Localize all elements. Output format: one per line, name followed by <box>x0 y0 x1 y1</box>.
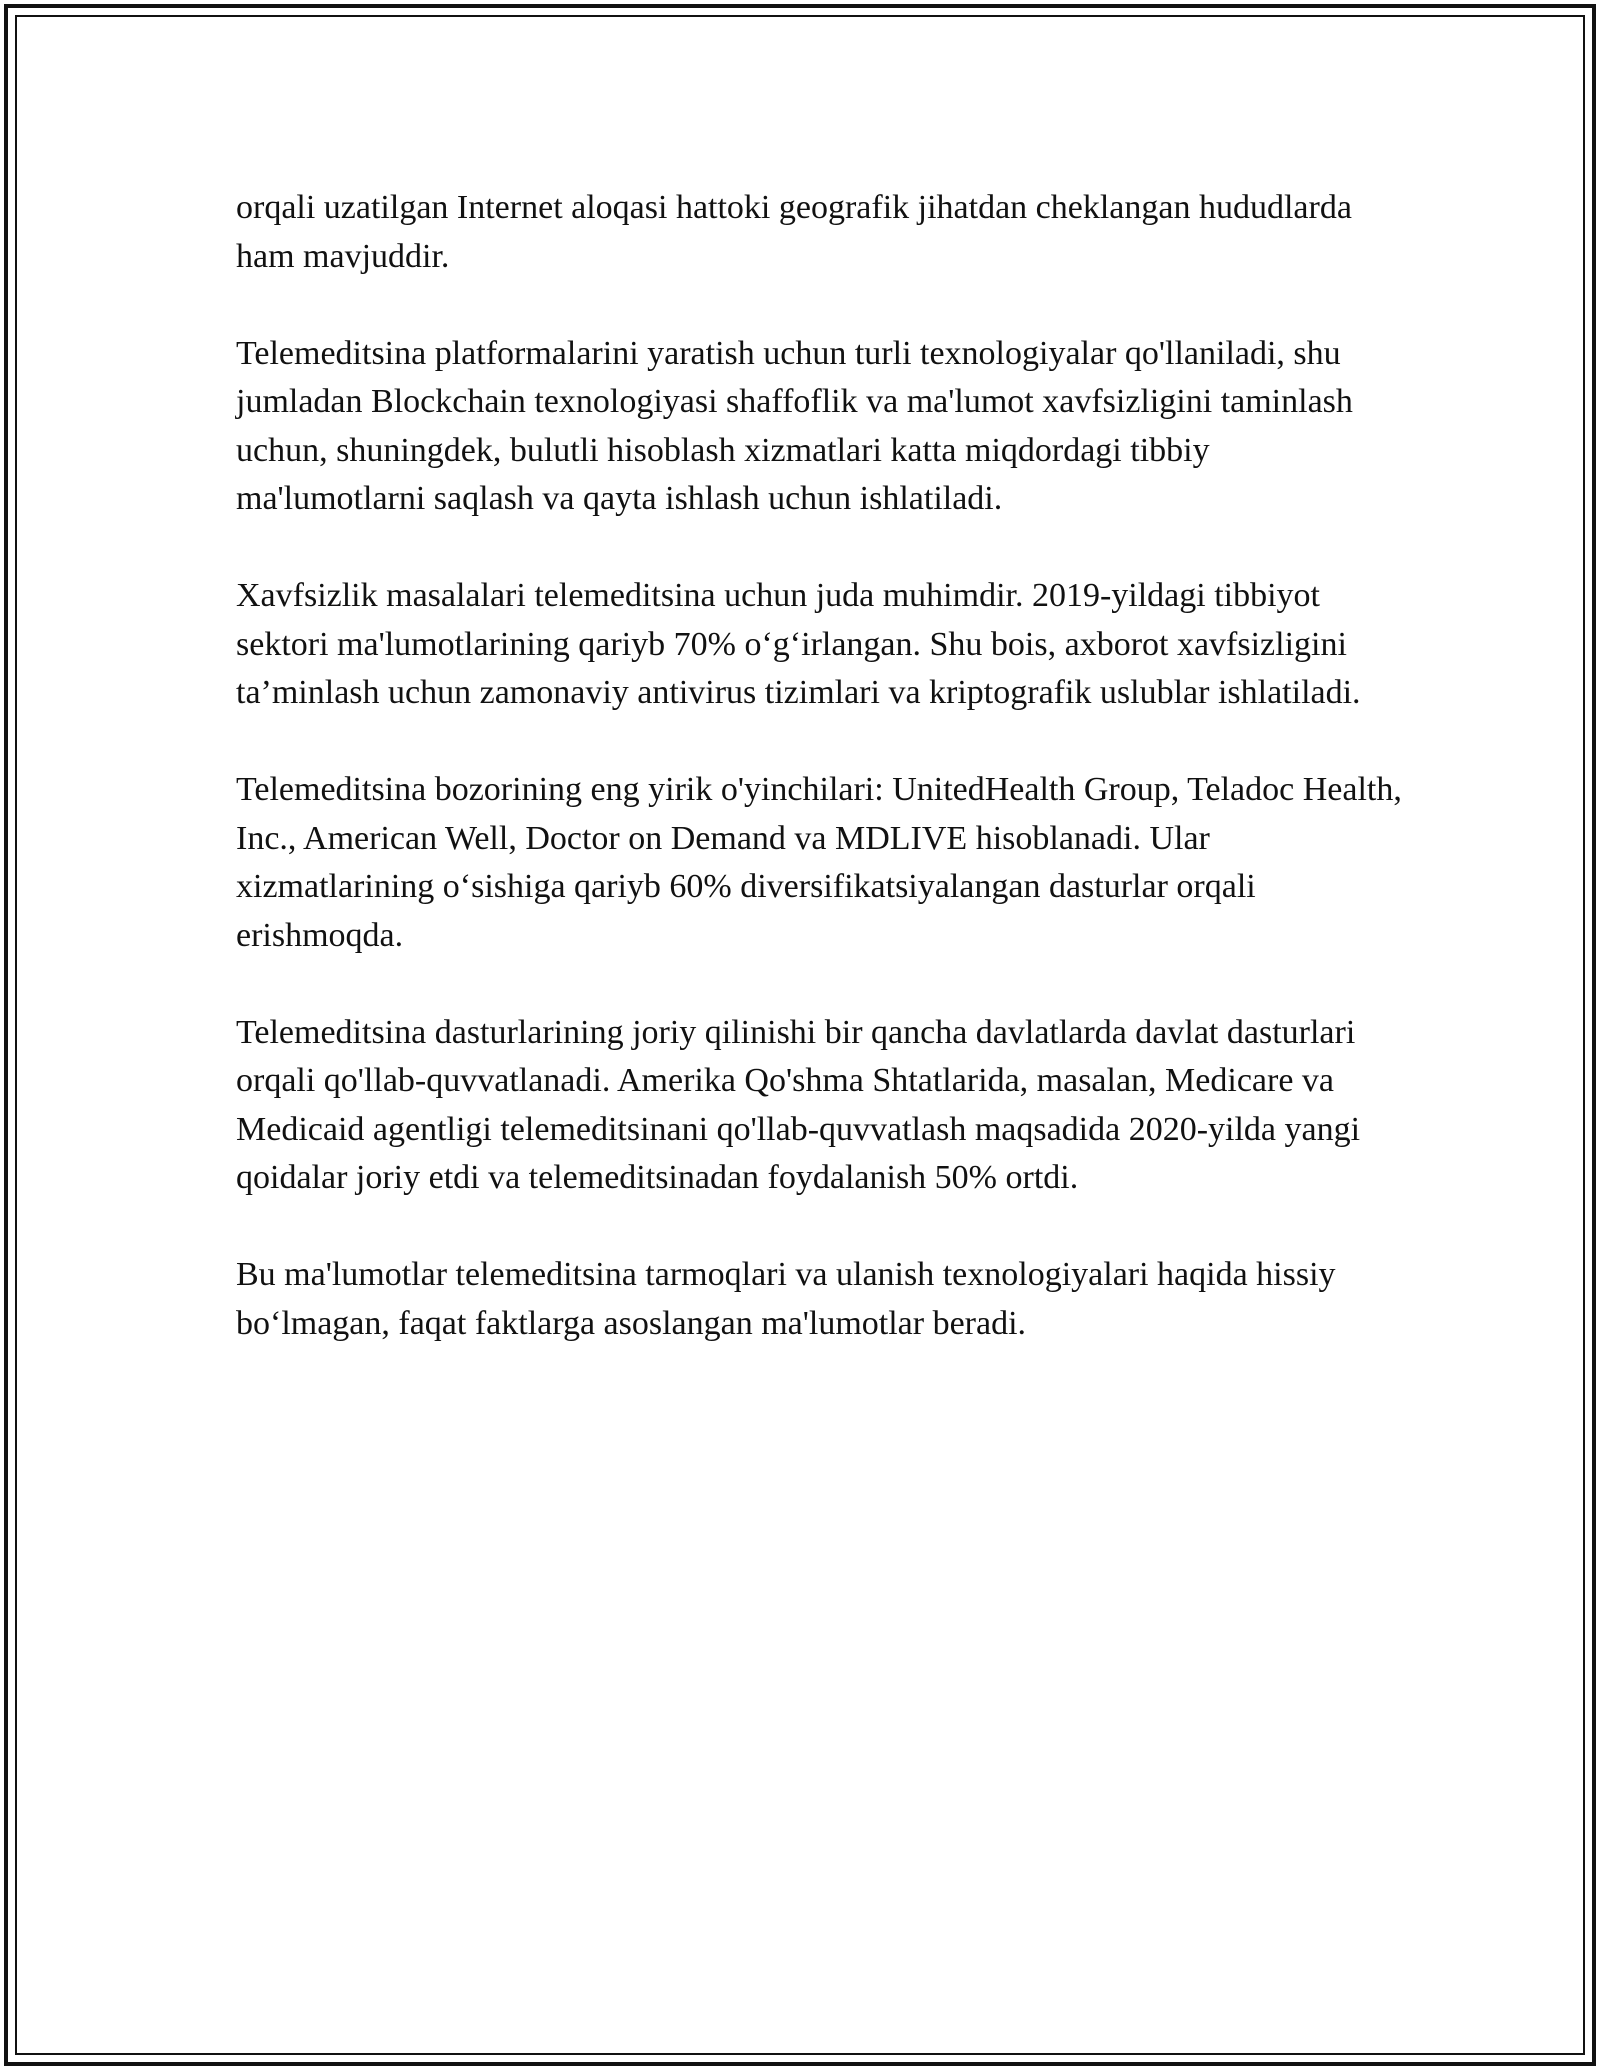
paragraph: orqali uzatilgan Internet aloqasi hattoki geografik jihatdan cheklangan hududlarda ham mavjuddir. <box>236 189 1352 275</box>
paragraph: Telemeditsina platformalarini yaratish uchun turli texnologiyalar qo'llaniladi, shu jumladan Blockchain texnologiyasi shaffoflik va ma'lumot xavfsizligini taminlash uchun, shuningdek, bulutli hisoblash xizmatlari katta miqdordagi tibbiy ma'lumotlarni saqlash va qayta ishlash uchun ishlatiladi. <box>236 334 1353 517</box>
paragraph: Xavfsizlik masalalari telemeditsina uchun juda muhimdir. 2019-yildagi tibbiyot sektori ma'lumotlarining qariyb 70% o‘g‘irlangan. Shu bois, axborot xavfsizligini ta’minlash uchun zamonaviy antivirus tizimlari va kriptografik uslublar ishlatiladi. <box>236 577 1361 711</box>
paragraph: Telemeditsina bozorining eng yirik o'yinchilari: UnitedHealth Group, Teladoc Health, Inc., American Well, Doctor on Demand va MDLIVE hisoblanadi. Ular xizmatlarining o‘sishiga qariyb 60% diversifikatsiyalangan dasturlar orqali erishmoqda. <box>236 771 1402 954</box>
document-body <box>236 184 1406 1397</box>
paragraph: Bu ma'lumotlar telemeditsina tarmoqlari va ulanish texnologiyalari haqida hissiy bo‘lmagan, faqat faktlarga asoslangan ma'lumotlar beradi. <box>236 1256 1336 1342</box>
paragraph: Telemeditsina dasturlarining joriy qilinishi bir qancha davlatlarda davlat dasturlari orqali qo'llab-quvvatlanadi. Amerika Qo'shma Shtatlarida, masalan, Medicare va Medicaid agentligi telemeditsinani qo'llab-quvvatlash maqsadida 2020-yilda yangi qoidalar joriy etdi va telemeditsinadan foydalanish 50% ortdi. <box>236 1013 1361 1196</box>
